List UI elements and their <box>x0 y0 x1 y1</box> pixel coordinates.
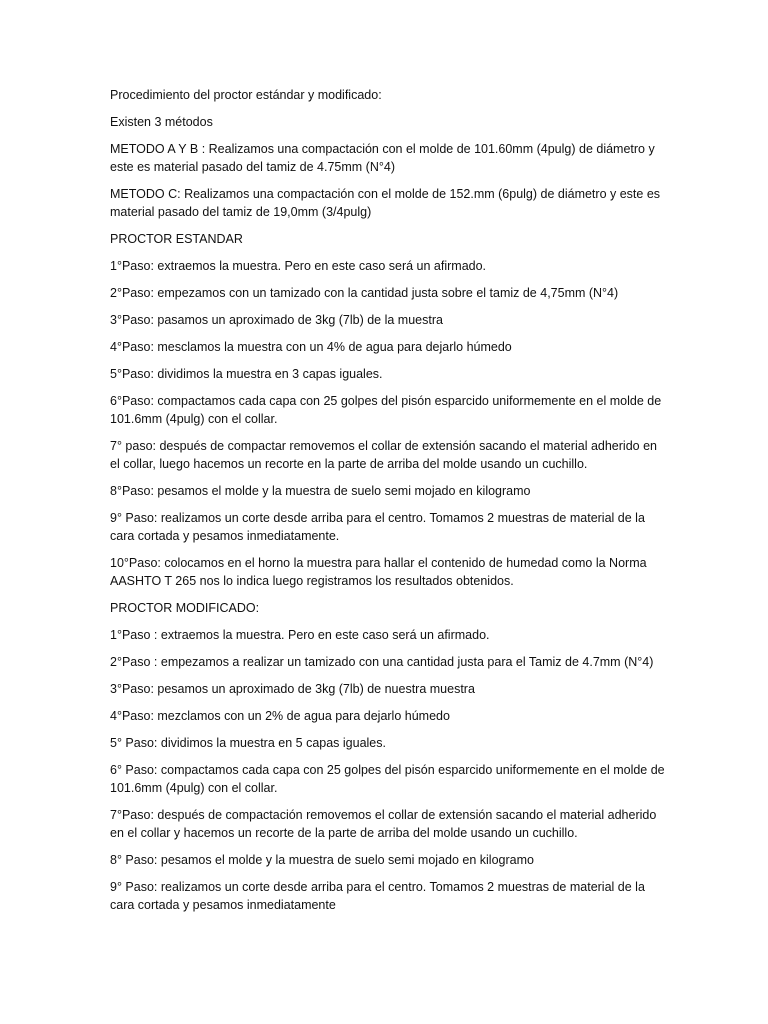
modificado-step-9: 9° Paso: realizamos un corte desde arriba para el centro. Tomamos 2 muestras de material de la cara cortada y pesamos inmediatamente <box>110 880 645 912</box>
estandar-step-3: 3°Paso: pasamos un aproximado de 3kg (7lb) de la muestra <box>110 313 443 327</box>
estandar-step-4: 4°Paso: mesclamos la muestra con un 4% de agua para dejarlo húmedo <box>110 340 512 354</box>
modificado-step-8: 8° Paso: pesamos el molde y la muestra de suelo semi mojado en kilogramo <box>110 853 534 867</box>
modificado-step-2: 2°Paso : empezamos a realizar un tamizado con una cantidad justa para el Tamiz de 4.7mm (N°4) <box>110 655 654 669</box>
estandar-step-7: 7° paso: después de compactar removemos el collar de extensión sacando el material adherido en el collar, luego hacemos un recorte en la parte de arriba del molde usando un cuchillo. <box>110 439 657 471</box>
document-title: Procedimiento del proctor estándar y modificado: <box>110 88 382 102</box>
modificado-step-4: 4°Paso: mezclamos con un 2% de agua para dejarlo húmedo <box>110 709 450 723</box>
estandar-step-8: 8°Paso: pesamos el molde y la muestra de suelo semi mojado en kilogramo <box>110 484 531 498</box>
modificado-step-6: 6° Paso: compactamos cada capa con 25 golpes del pisón esparcido uniformemente en el molde de 101.6mm (4pulg) con el collar. <box>110 763 665 795</box>
estandar-step-9: 9° Paso: realizamos un corte desde arriba para el centro. Tomamos 2 muestras de material de la cara cortada y pesamos inmediatamente. <box>110 511 645 543</box>
proctor-modificado-heading: PROCTOR MODIFICADO: <box>110 601 260 615</box>
estandar-step-2: 2°Paso: empezamos con un tamizado con la cantidad justa sobre el tamiz de 4,75mm (N°4) <box>110 286 619 300</box>
intro-paragraph: Existen 3 métodos <box>110 115 213 129</box>
estandar-step-5: 5°Paso: dividimos la muestra en 3 capas iguales. <box>110 367 383 381</box>
estandar-step-1: 1°Paso: extraemos la muestra. Pero en este caso será un afirmado. <box>110 259 487 273</box>
modificado-step-1: 1°Paso : extraemos la muestra. Pero en este caso será un afirmado. <box>110 628 490 642</box>
modificado-step-5: 5° Paso: dividimos la muestra en 5 capas iguales. <box>110 736 386 750</box>
metodo-c-paragraph: METODO C: Realizamos una compactación con el molde de 152.mm (6pulg) de diámetro y este es material pasado del tamiz de 19,0mm (3/4pulg) <box>110 187 661 219</box>
document-page <box>110 86 670 923</box>
modificado-step-3: 3°Paso: pesamos un aproximado de 3kg (7lb) de nuestra muestra <box>110 682 475 696</box>
metodo-ab-paragraph: METODO A Y B : Realizamos una compactación con el molde de 101.60mm (4pulg) de diámetro y este es material pasado del tamiz de 4.75mm (N°4) <box>110 142 655 174</box>
estandar-step-6: 6°Paso: compactamos cada capa con 25 golpes del pisón esparcido uniformemente en el molde de 101.6mm (4pulg) con el collar. <box>110 394 662 426</box>
proctor-estandar-heading: PROCTOR ESTANDAR <box>110 232 243 246</box>
modificado-step-7: 7°Paso: después de compactación removemos el collar de extensión sacando el material adherido en el collar y hacemos un recorte de la parte de arriba del molde usando un cuchillo. <box>110 808 657 840</box>
estandar-step-10: 10°Paso: colocamos en el horno la muestra para hallar el contenido de humedad como la Norma AASHTO T 265 nos lo indica luego registramos los resultados obtenidos. <box>110 556 647 588</box>
